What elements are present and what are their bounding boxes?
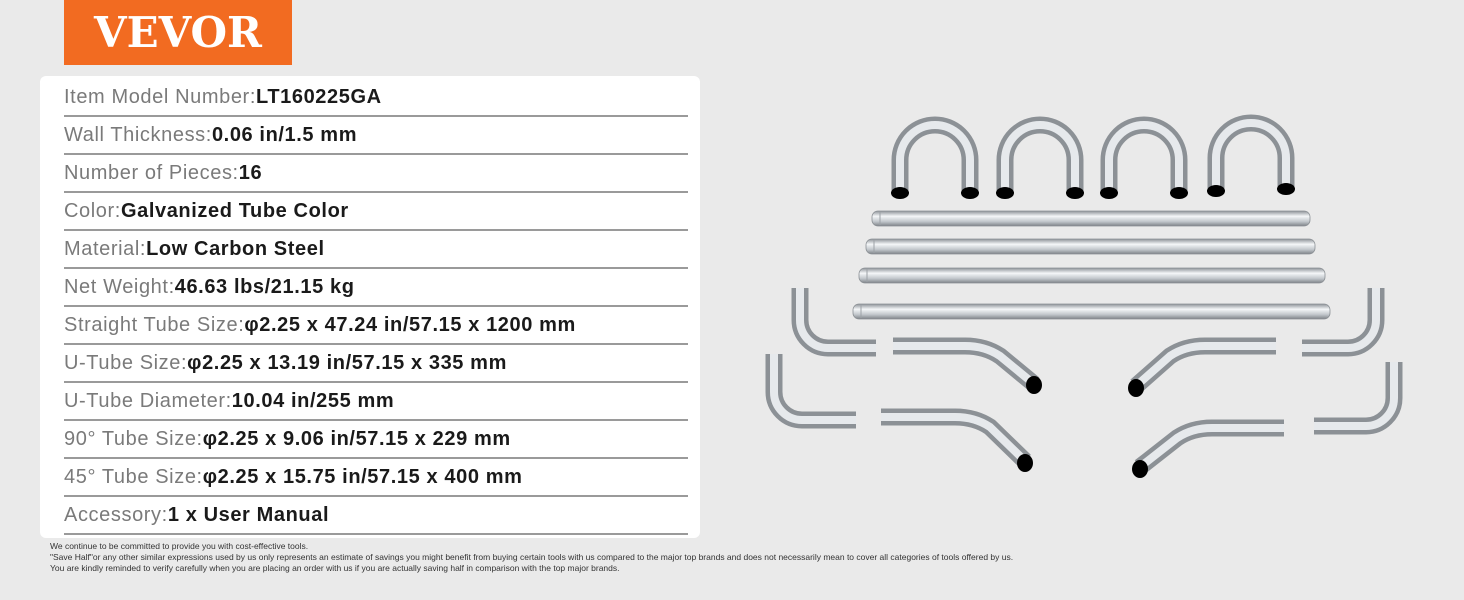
spec-label: Straight Tube Size: bbox=[64, 313, 245, 336]
spec-label: U-Tube Diameter: bbox=[64, 389, 232, 412]
spec-row-net-weight bbox=[64, 269, 688, 307]
spec-value: φ2.25 x 9.06 in/57.15 x 229 mm bbox=[202, 427, 511, 450]
spec-label: 90° Tube Size: bbox=[64, 427, 203, 450]
spec-label: 45° Tube Size: bbox=[64, 465, 203, 488]
spec-row-material bbox=[64, 231, 688, 269]
spec-value: 1 x User Manual bbox=[167, 503, 330, 526]
elbow-45-tube bbox=[893, 346, 1042, 394]
vevor-logo bbox=[64, 0, 292, 65]
u-tube bbox=[1207, 123, 1295, 197]
spec-value: 10.04 in/255 mm bbox=[231, 389, 395, 412]
spec-value: φ2.25 x 47.24 in/57.15 x 1200 mm bbox=[244, 313, 576, 336]
straight-tube bbox=[853, 304, 1330, 319]
spec-row-straight-tube-size bbox=[64, 307, 688, 345]
spec-value: Low Carbon Steel bbox=[146, 237, 325, 260]
footnote-line: You are kindly reminded to verify carefully when you are placing an order with us if you are actually saving half in comparison with the top major brands. bbox=[50, 563, 620, 573]
spec-label: Item Model Number: bbox=[64, 85, 256, 108]
elbow-45-tube bbox=[881, 417, 1033, 472]
exhaust-tube-kit-image bbox=[740, 100, 1430, 500]
spec-value: φ2.25 x 15.75 in/57.15 x 400 mm bbox=[202, 465, 523, 488]
u-tube bbox=[996, 125, 1084, 199]
straight-tube bbox=[866, 239, 1315, 254]
elbow-45-tube bbox=[1132, 428, 1284, 478]
spec-row-90-tube-size bbox=[64, 421, 688, 459]
spec-row-u-tube-diameter bbox=[64, 383, 688, 421]
spec-row-number-of-pieces bbox=[64, 155, 688, 193]
u-tube bbox=[1100, 125, 1188, 199]
u-tube bbox=[891, 125, 979, 199]
spec-label: Wall Thickness: bbox=[64, 123, 212, 146]
spec-value: 16 bbox=[238, 161, 263, 184]
logo-text: VEVOR bbox=[94, 8, 262, 57]
straight-tube bbox=[859, 268, 1325, 283]
spec-value: 0.06 in/1.5 mm bbox=[211, 123, 358, 146]
spec-label: U-Tube Size: bbox=[64, 351, 188, 374]
elbow-90-tube bbox=[774, 354, 856, 420]
spec-label: Color: bbox=[64, 199, 121, 222]
spec-label: Accessory: bbox=[64, 503, 168, 526]
spec-row-color bbox=[64, 193, 688, 231]
spec-row-model-number bbox=[64, 79, 688, 117]
footnote-line: "Save Half"or any other similar expressions used by us only represents an estimate of savings you might benefit from buying certain tools with us compared to the major top brands and does not necessarily mean to cover all categories of tools offered by us. bbox=[50, 552, 1014, 562]
spec-value: 46.63 lbs/21.15 kg bbox=[174, 275, 355, 298]
spec-value: φ2.25 x 13.19 in/57.15 x 335 mm bbox=[187, 351, 507, 374]
footnote-line: We continue to be committed to provide you with cost-effective tools. bbox=[50, 541, 309, 551]
spec-row-wall-thickness bbox=[64, 117, 688, 155]
spec-value: LT160225GA bbox=[255, 85, 382, 108]
spec-row-accessory bbox=[64, 497, 688, 535]
spec-label: Net Weight: bbox=[64, 275, 175, 298]
footnote bbox=[50, 541, 1150, 574]
spec-label: Number of Pieces: bbox=[64, 161, 239, 184]
elbow-90-tube bbox=[1314, 362, 1394, 426]
spec-row-u-tube-size bbox=[64, 345, 688, 383]
spec-label: Material: bbox=[64, 237, 147, 260]
spec-row-45-tube-size bbox=[64, 459, 688, 497]
spec-value: Galvanized Tube Color bbox=[120, 199, 349, 222]
straight-tube bbox=[872, 211, 1310, 226]
elbow-45-tube bbox=[1128, 346, 1276, 397]
